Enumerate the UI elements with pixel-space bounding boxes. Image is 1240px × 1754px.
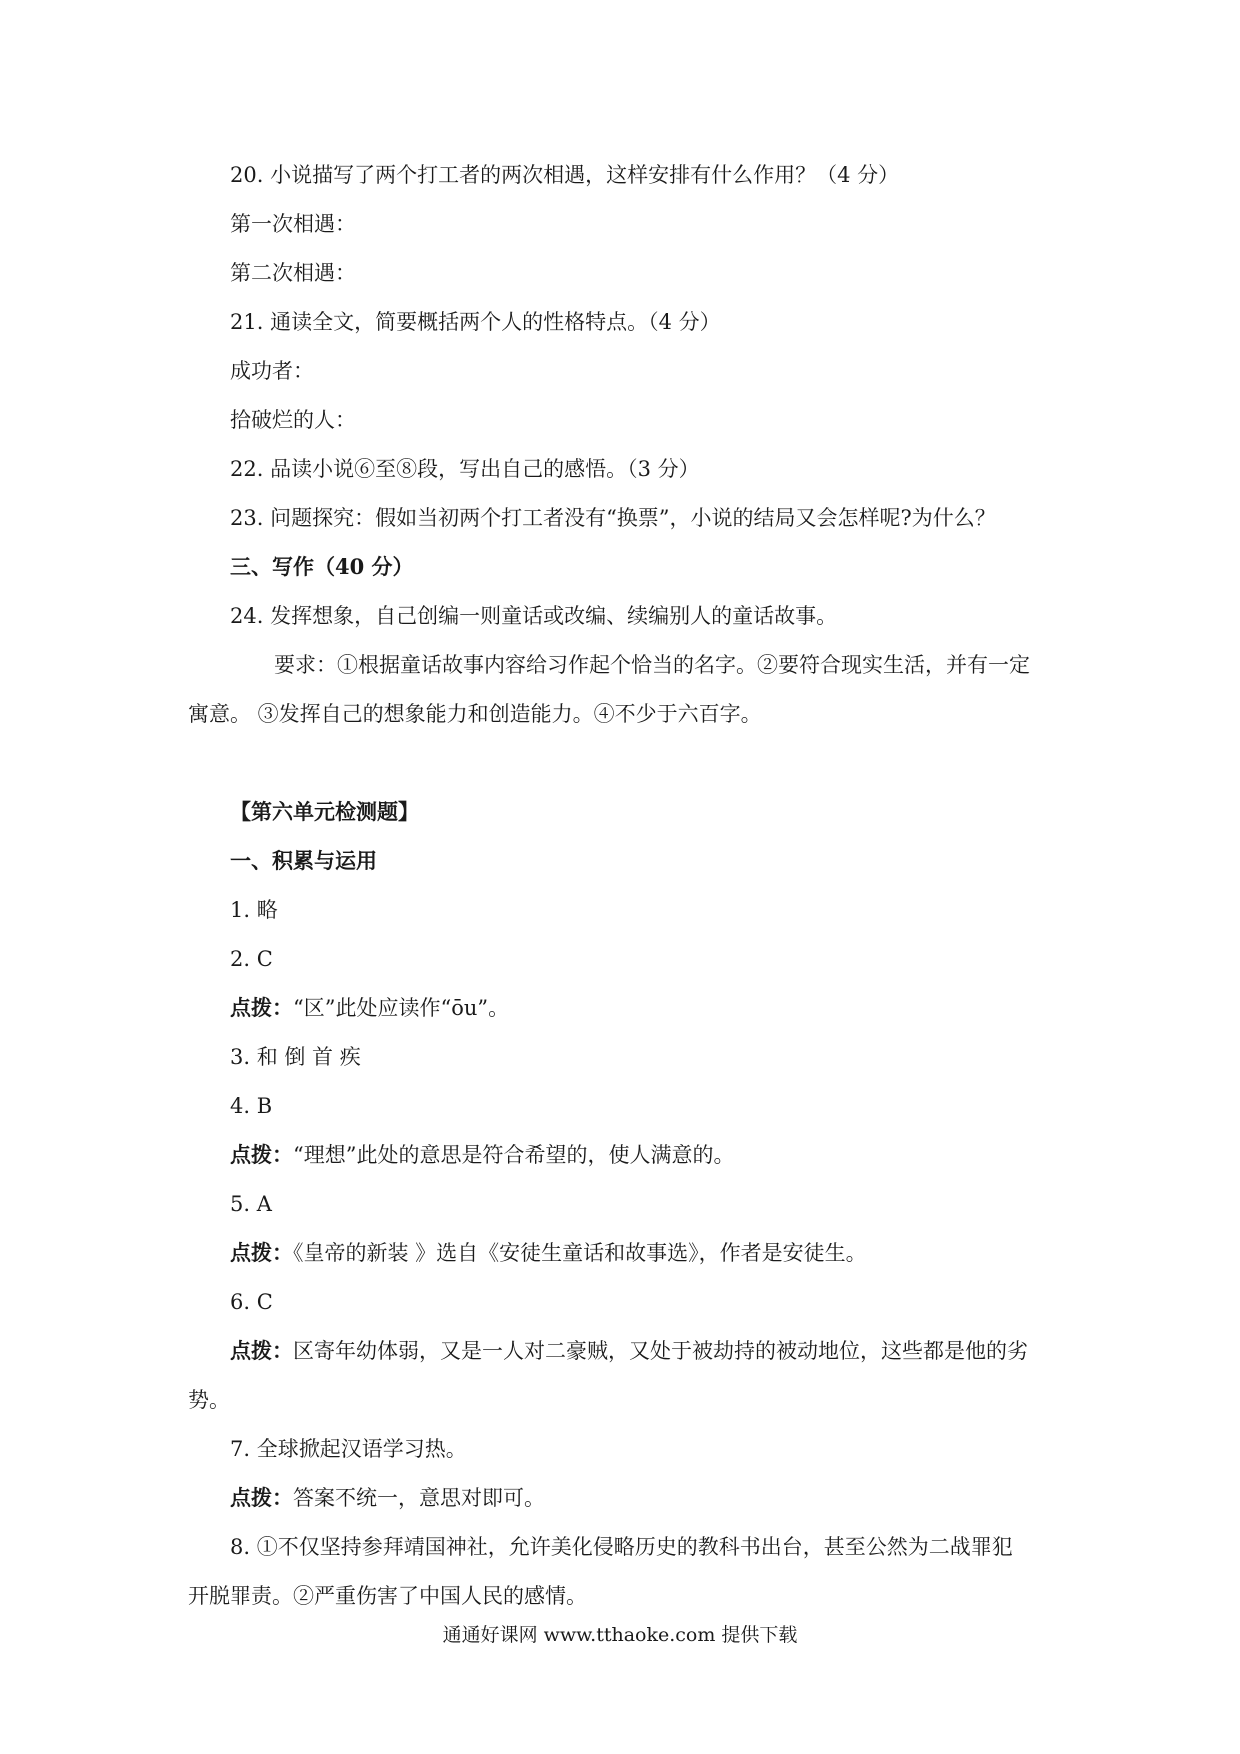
tip-label: 点拨： [230,1142,293,1167]
question-21-successful-person: 成功者： [230,359,314,383]
question-21: 21. 通读全文，简要概括两个人的性格特点。（4 分） [230,310,721,334]
answer-6-tip-line1 [230,1336,1028,1366]
tip-text: “理想”此处的意思是符合希望的，使人满意的。 [293,1143,735,1167]
tip-label: 点拨： [230,1240,293,1265]
answer-2: 2. C [230,947,273,971]
section-accumulation-heading: 一、积累与运用 [230,848,377,873]
tip-text: 区寄年幼体弱，又是一人对二豪贼，又处于被劫持的被动地位，这些都是他的劣 [293,1339,1028,1363]
question-24-requirements-line2: 寓意。 ③发挥自己的想象能力和创造能力。④不少于六百字。 [188,702,762,726]
answer-8-line1: 8. ①不仅坚持参拜靖国神社，允许美化侵略历史的教科书出台，甚至公然为二战罪犯 [230,1535,1013,1559]
tip-text: 《皇帝的新装 》选自《安徒生童话和故事选》，作者是安徒生。 [293,1241,867,1265]
answer-2-tip [230,993,509,1023]
question-21-scavenger: 拾破烂的人： [230,408,356,432]
question-20-first-meeting: 第一次相遇： [230,212,356,236]
question-20: 20. 小说描写了两个打工者的两次相遇，这样安排有什么作用？（4 分） [230,163,900,187]
question-22: 22. 品读小说⑥至⑧段，写出自己的感悟。（3 分） [230,457,700,481]
answer-8-line2: 开脱罪责。②严重伤害了中国人民的感情。 [188,1584,587,1608]
tip-label: 点拨： [230,1338,293,1363]
answer-1: 1. 略 [230,898,278,922]
answer-4: 4. B [230,1094,273,1118]
tip-text: “区”此处应读作“ōu”。 [293,996,510,1020]
tip-text: 答案不统一，意思对即可。 [293,1486,545,1510]
answer-3: 3. 和 倒 首 疾 [230,1045,361,1069]
unit-title: 【第六单元检测题】 [230,799,419,824]
answer-4-tip [230,1140,734,1170]
answer-7-tip [230,1483,545,1513]
answer-6: 6. C [230,1290,273,1314]
question-20-second-meeting: 第二次相遇： [230,261,356,285]
answer-5: 5. A [230,1192,272,1216]
answer-6-tip-line2: 势。 [188,1388,230,1412]
tip-label: 点拨： [230,1485,293,1510]
answer-5-tip [230,1238,867,1268]
question-23: 23. 问题探究：假如当初两个打工者没有“换票”，小说的结局又会怎样呢?为什么？ [230,506,996,530]
tip-label: 点拨： [230,995,293,1020]
section-writing-heading: 三、写作（40 分） [230,554,414,579]
question-24-requirements-line1: 要求：①根据童话故事内容给习作起个恰当的名字。②要符合现实生活，并有一定 [274,653,1030,677]
question-24: 24. 发挥想象，自己创编一则童话或改编、续编别人的童话故事。 [230,604,838,628]
page-footer: 通通好课网 www.tthaoke.com 提供下载 [442,1624,798,1646]
answer-7: 7. 全球掀起汉语学习热。 [230,1437,467,1461]
